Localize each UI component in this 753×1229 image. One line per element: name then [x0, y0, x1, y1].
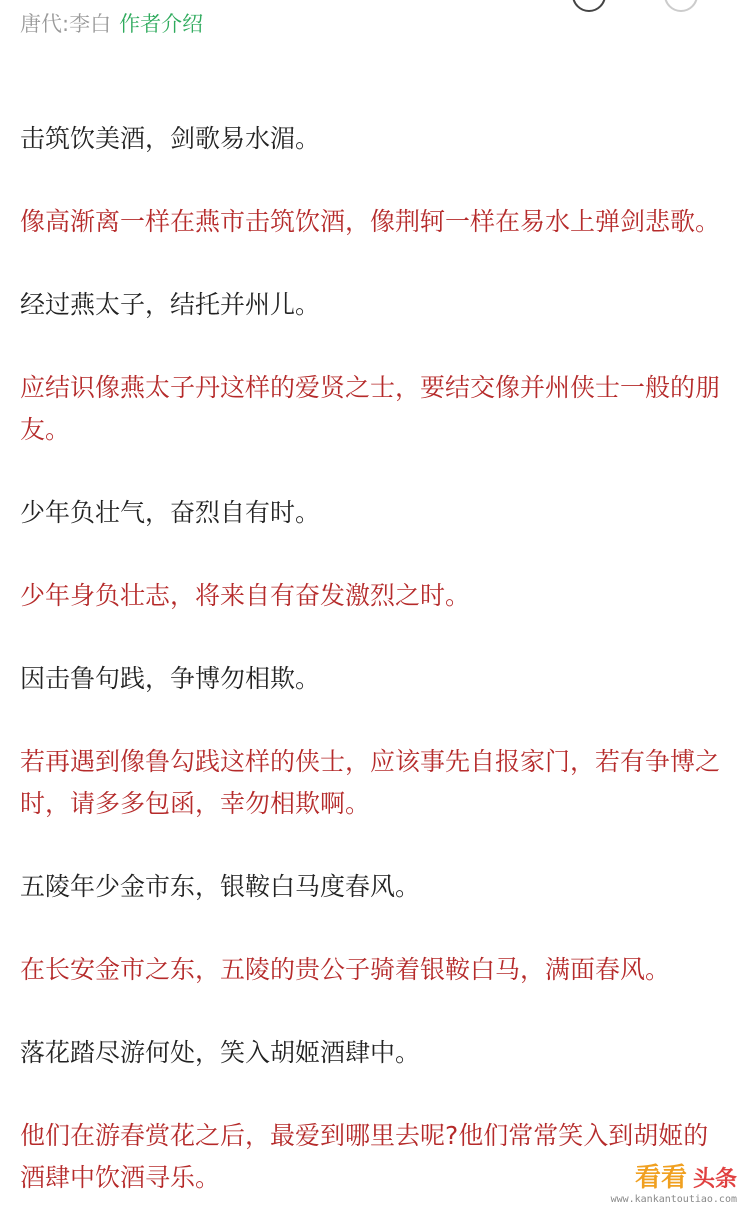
- translation-line: 少年身负壮志，将来自有奋发激烈之时。: [20, 581, 471, 610]
- watermark-url: www.kankantoutiao.com: [610, 1194, 737, 1205]
- verse-line: 击筑饮美酒，剑歌易水湄。: [20, 124, 321, 153]
- watermark-logo-right: 头条: [692, 1167, 737, 1192]
- verse-line: 经过燕太子，结托并州儿。: [20, 290, 321, 319]
- top-share-button[interactable]: [664, 0, 698, 12]
- author-label: 唐代:李白: [20, 12, 112, 36]
- kankan-toutiao-watermark: [497, 1151, 737, 1211]
- poem-meta: [20, 6, 203, 40]
- translation-line: 若再遇到像鲁勾践这样的侠士，应该事先自报家门，若有争博之时，请多多包函，幸勿相欺啊。: [20, 747, 721, 818]
- watermark-logo: [635, 1157, 737, 1194]
- verse-line: 因击鲁句践，争博勿相欺。: [20, 664, 321, 693]
- top-avatar-button[interactable]: [572, 0, 606, 12]
- verse-line: 少年负壮气，奋烈自有时。: [20, 498, 321, 527]
- translation-line: 在长安金市之东，五陵的贵公子骑着银鞍白马，满面春风。: [20, 955, 671, 984]
- watermark-logo-left: 看看: [634, 1163, 687, 1193]
- author-intro-link[interactable]: 作者介绍: [119, 12, 204, 36]
- translation-line: 他们在游春赏花之后，最爱到哪里去呢?他们常常笑入到胡姬的酒肆中饮酒寻乐。: [20, 1121, 709, 1192]
- verse-line: 五陵年少金市东，银鞍白马度春风。: [20, 872, 421, 901]
- translation-line: 像高渐离一样在燕市击筑饮酒，像荆轲一样在易水上弹剑悲歌。: [20, 207, 721, 236]
- translation-line: 应结识像燕太子丹这样的爱贤之士，要结交像并州侠士一般的朋友。: [20, 373, 721, 444]
- verse-line: 落花踏尽游何处，笑入胡姬酒肆中。: [20, 1038, 421, 1067]
- poem-content: [20, 118, 720, 1199]
